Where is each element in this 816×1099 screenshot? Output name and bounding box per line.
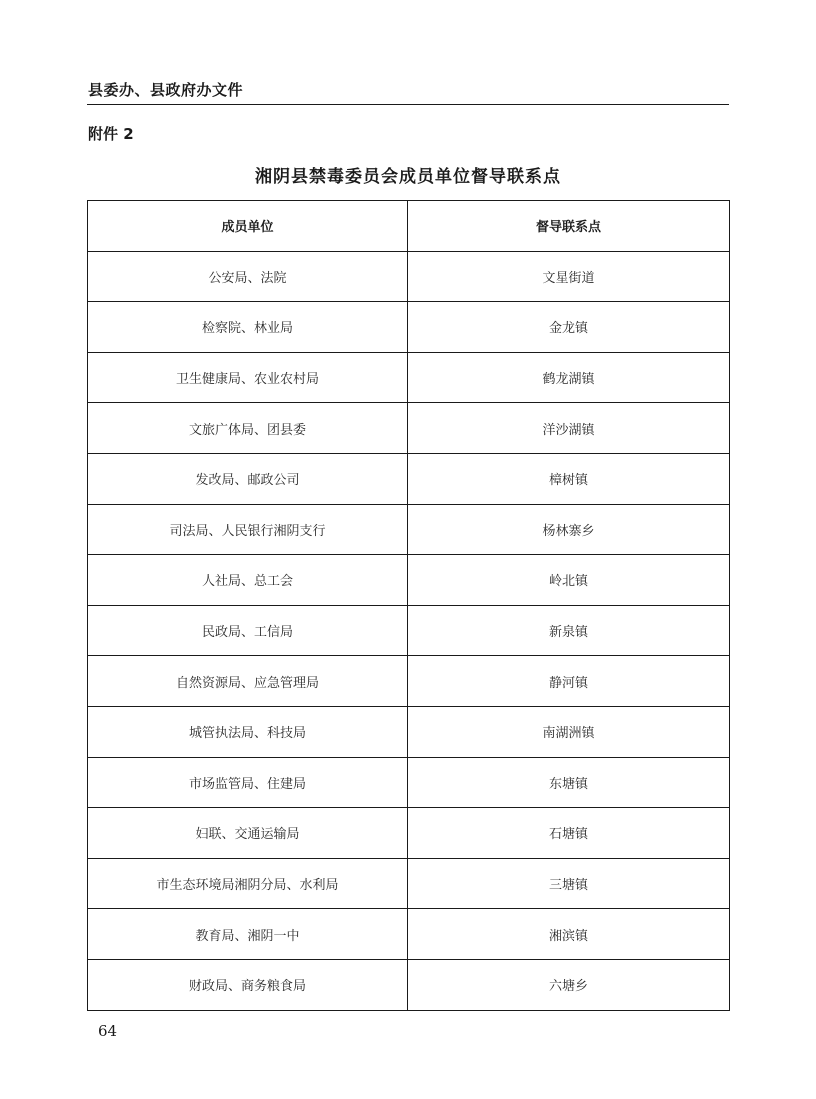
table-row	[88, 403, 730, 454]
column-header-member-unit: 成员单位	[88, 201, 408, 252]
contact-point-cell: 静河镇	[408, 656, 730, 707]
contact-point-cell: 洋沙湖镇	[408, 403, 730, 454]
contact-point-cell: 石塘镇	[408, 808, 730, 859]
member-unit-cell: 文旅广体局、团县委	[88, 403, 408, 454]
member-unit-cell: 人社局、总工会	[88, 555, 408, 606]
member-unit-cell: 财政局、商务粮食局	[88, 959, 408, 1010]
member-unit-cell: 妇联、交通运输局	[88, 808, 408, 859]
table-row	[88, 858, 730, 909]
contact-point-cell: 东塘镇	[408, 757, 730, 808]
table-row	[88, 453, 730, 504]
contact-point-cell: 岭北镇	[408, 555, 730, 606]
page-title: 湘阴县禁毒委员会成员单位督导联系点	[255, 167, 561, 187]
member-unit-cell: 教育局、湘阴一中	[88, 909, 408, 960]
table-row	[88, 909, 730, 960]
contact-point-cell: 金龙镇	[408, 302, 730, 353]
table-row	[88, 808, 730, 859]
member-unit-cell: 民政局、工信局	[88, 605, 408, 656]
document-header: 县委办、县政府办文件	[88, 81, 244, 99]
member-unit-cell: 发改局、邮政公司	[88, 453, 408, 504]
attachment-label: 附件 2	[88, 125, 134, 143]
contact-point-cell: 杨林寨乡	[408, 504, 730, 555]
table-header-row	[88, 201, 730, 252]
table-row	[88, 656, 730, 707]
table-row	[88, 959, 730, 1010]
table-row	[88, 251, 730, 302]
table-row	[88, 706, 730, 757]
table-row	[88, 555, 730, 606]
member-unit-cell: 司法局、人民银行湘阴支行	[88, 504, 408, 555]
contact-table	[87, 200, 730, 1011]
table-row	[88, 605, 730, 656]
member-unit-cell: 卫生健康局、农业农村局	[88, 352, 408, 403]
table-row	[88, 302, 730, 353]
member-unit-cell: 城管执法局、科技局	[88, 706, 408, 757]
table-row	[88, 504, 730, 555]
table-row	[88, 352, 730, 403]
column-header-contact-point: 督导联系点	[408, 201, 730, 252]
member-unit-cell: 自然资源局、应急管理局	[88, 656, 408, 707]
contact-point-cell: 六塘乡	[408, 959, 730, 1010]
member-unit-cell: 市生态环境局湘阴分局、水利局	[88, 858, 408, 909]
header-divider	[87, 104, 729, 105]
contact-point-cell: 樟树镇	[408, 453, 730, 504]
contact-point-cell: 新泉镇	[408, 605, 730, 656]
contact-point-cell: 文星街道	[408, 251, 730, 302]
contact-point-cell: 南湖洲镇	[408, 706, 730, 757]
member-unit-cell: 检察院、林业局	[88, 302, 408, 353]
member-unit-cell: 市场监管局、住建局	[88, 757, 408, 808]
table-row	[88, 757, 730, 808]
contact-point-cell: 三塘镇	[408, 858, 730, 909]
contact-point-cell: 湘滨镇	[408, 909, 730, 960]
contact-point-cell: 鹤龙湖镇	[408, 352, 730, 403]
page-number: 64	[98, 1022, 118, 1040]
member-unit-cell: 公安局、法院	[88, 251, 408, 302]
